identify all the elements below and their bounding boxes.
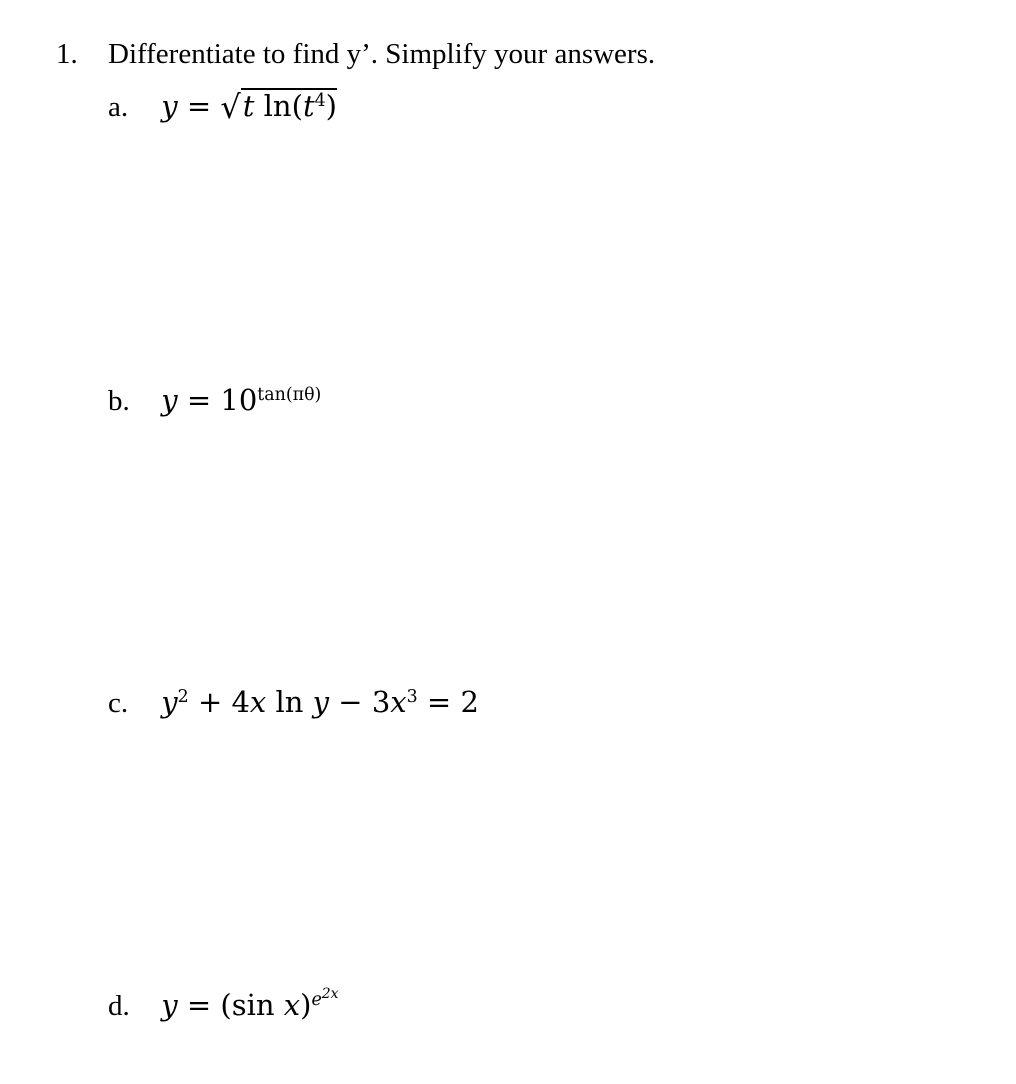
part-b-equals: = [186, 383, 212, 417]
part-b-equation [161, 383, 321, 417]
part-b-lhs: y [161, 383, 178, 417]
part-a-equals: = [186, 89, 212, 123]
part-c-label: c. [108, 687, 129, 719]
part-d [108, 985, 339, 1023]
question-number: 1. [56, 38, 78, 70]
part-d-exponent: e2x [311, 985, 339, 1010]
part-d-label: d. [108, 990, 130, 1022]
part-d-equation: y = (sin x)$^{e^{2x}}$ [161, 985, 339, 1022]
part-d-lhs: y [161, 988, 178, 1022]
part-c [108, 685, 479, 720]
part-b-exponent: tan(πθ) [257, 384, 322, 405]
part-a [108, 86, 337, 124]
part-d-equals: = [186, 988, 212, 1022]
part-a-sqrt [220, 86, 337, 124]
question-instruction: Differentiate to find y’. Simplify your answers. [108, 38, 656, 70]
part-a-radicand: t $\ln(t^4)$ [242, 89, 337, 123]
part-a-label: a. [108, 91, 129, 123]
sqrt-icon: √ [220, 88, 241, 126]
part-a-lhs: y [161, 89, 178, 123]
part-b [108, 383, 321, 418]
part-c-equation: $y^2 + 4x$ $\ln y - 3x^3 = 2$ [161, 685, 479, 719]
part-a-equation [161, 88, 337, 126]
part-b-base: 10 [220, 383, 258, 417]
part-b-label: b. [108, 385, 130, 417]
